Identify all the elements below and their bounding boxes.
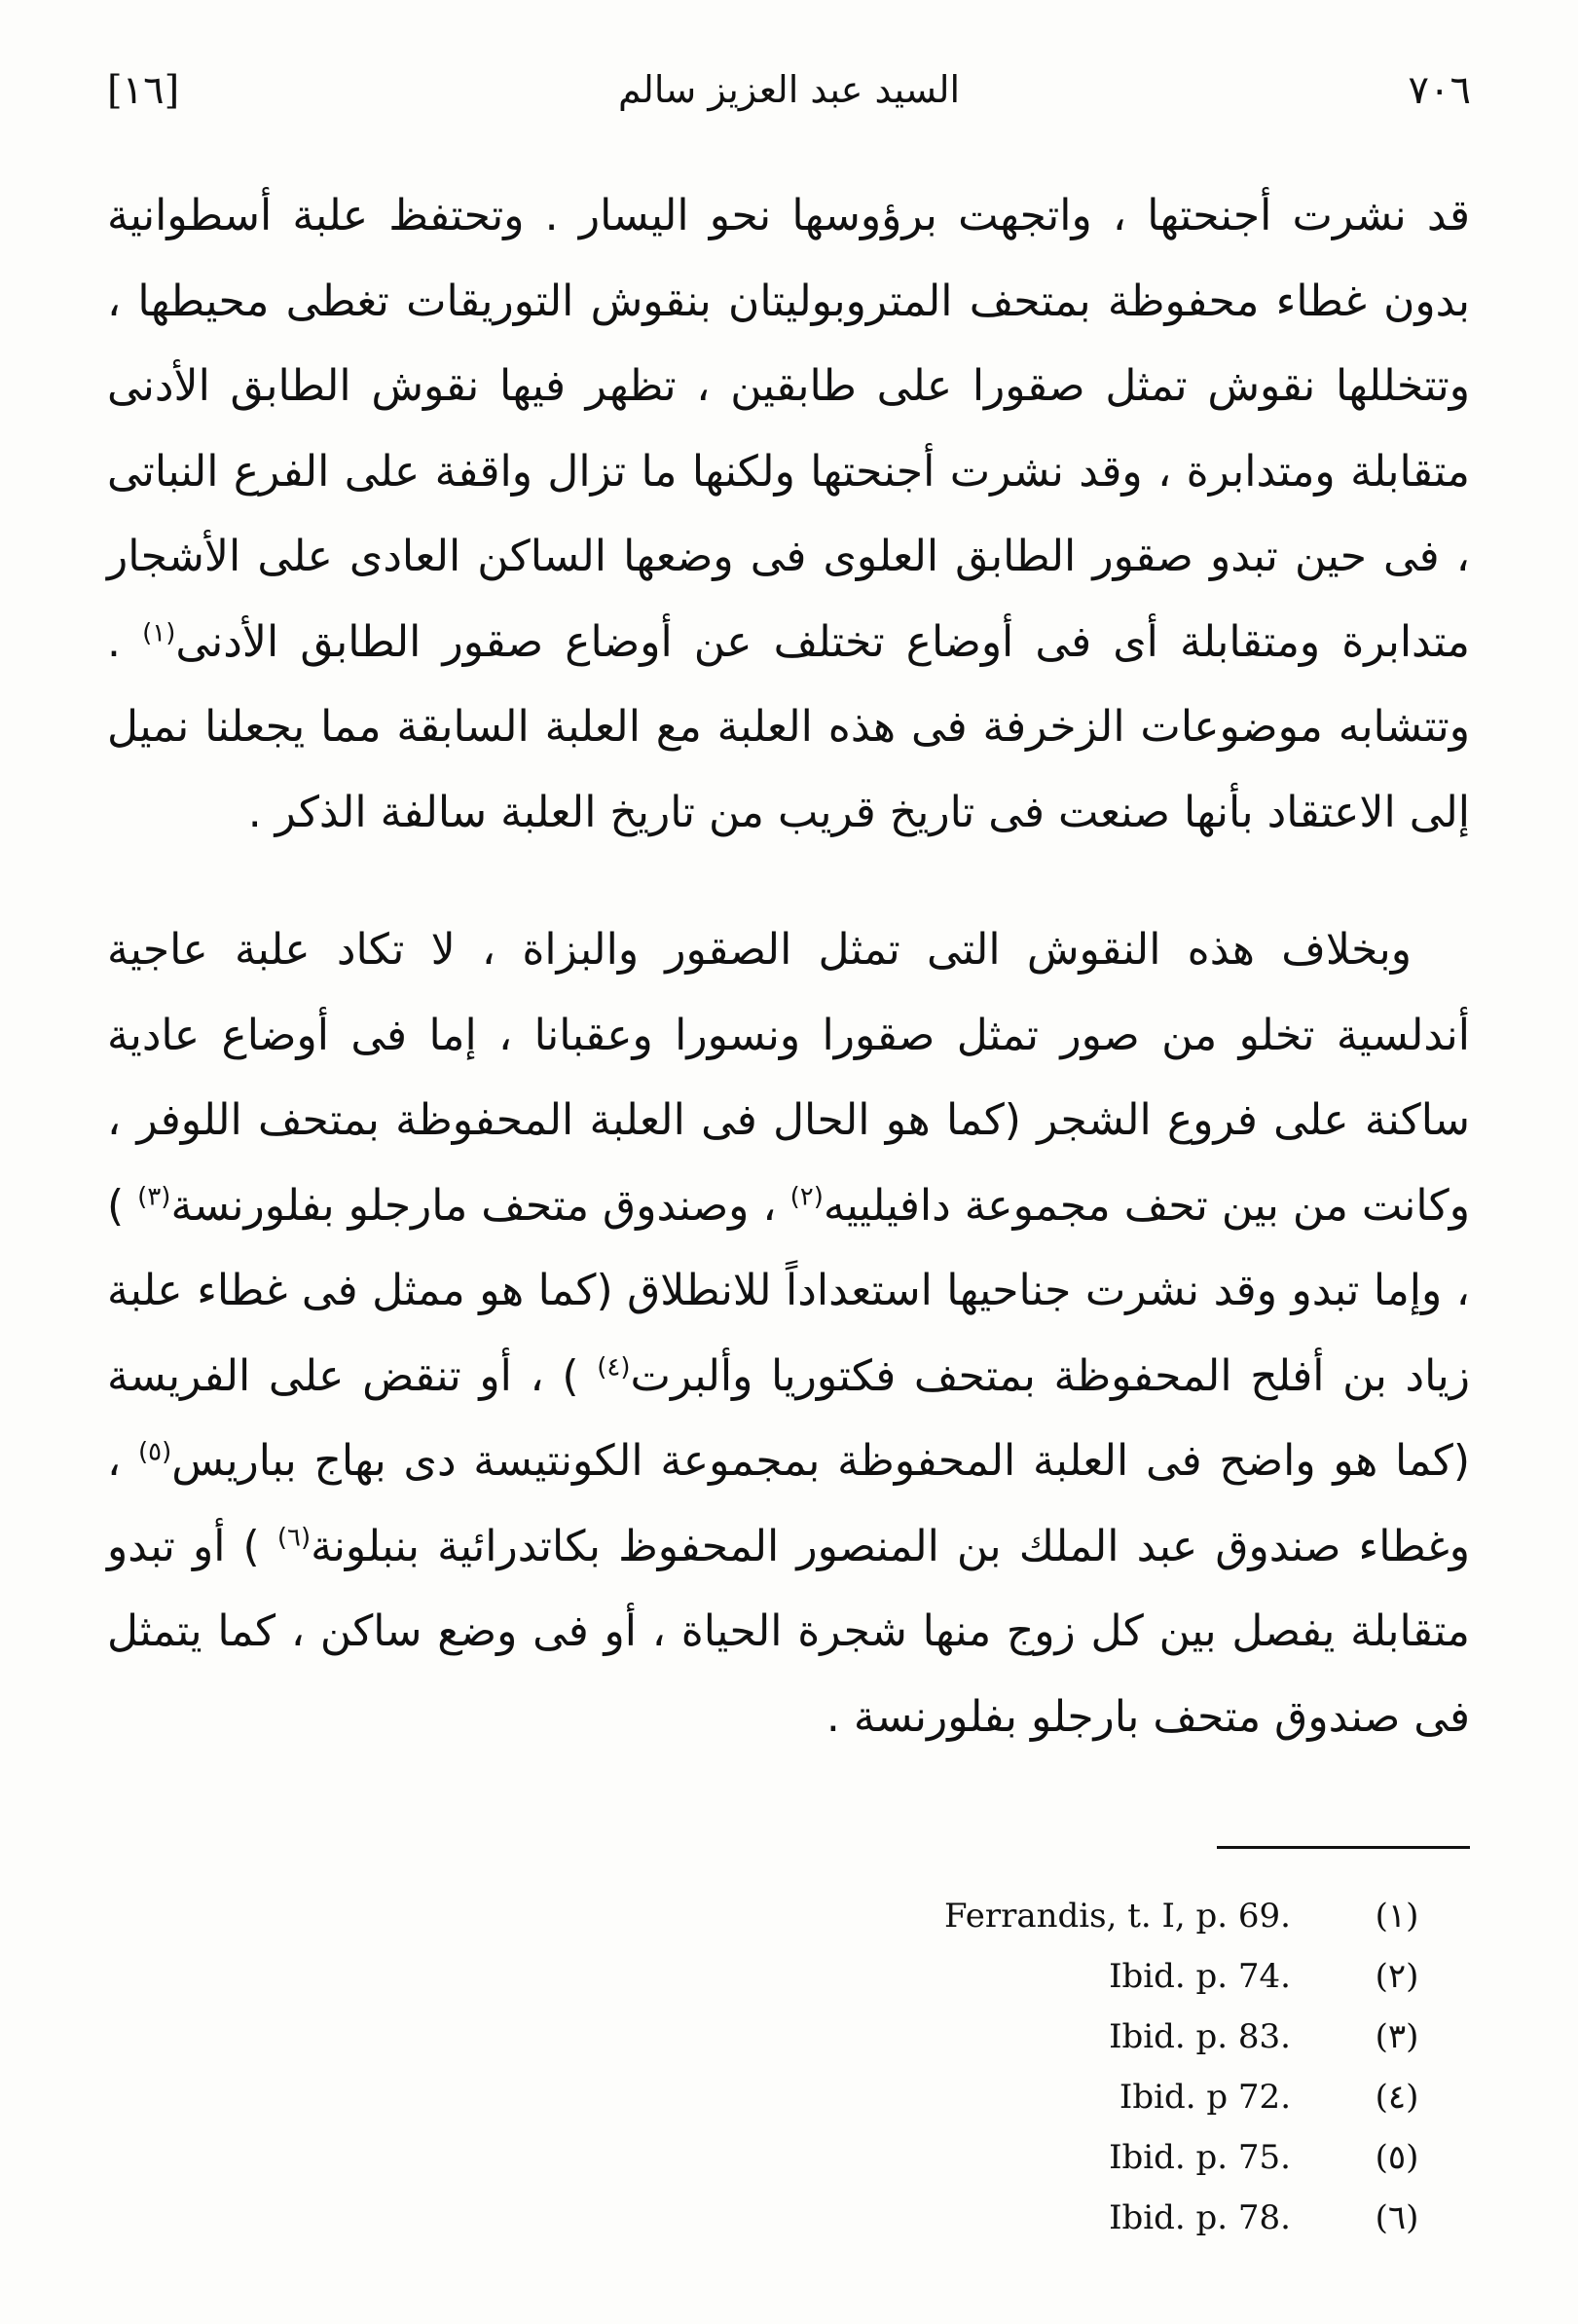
- footnote-ref-1: (١): [142, 617, 176, 647]
- paragraph-1-text-a: قد نشرت أجنحتها ، واتجهت برؤوسها نحو اليسار . وتحتفظ علبة أسطوانية بدون غطاء محفوظة بمتحف المتروبوليتان بنقوش التوريقات تغطى محيطها ، وتتخللها نقوش تمثل صقورا على طابقين ، تظهر فيها نقوش الطابق الأدنى متقابلة ومتدابرة ، وقد نشرت أجنحتها ولكنها ما تزال واقفة على الفرع النباتى ، فى حين تبدو صقور الطابق العلوى فى وضعها الساكن العادى على الأشجار متدابرة ومتقابلة أى فى أوضاع تختلف عن أوضاع صقور الطابق الأدنى: [107, 191, 1470, 667]
- footnote-5-num: (٥): [1375, 2138, 1419, 2177]
- footnote-3: [0, 2017, 1578, 2076]
- footnote-1: [0, 1897, 1578, 1955]
- footnote-4-ref: Ibid. p 72.: [1119, 2078, 1291, 2117]
- footnote-5: [0, 2138, 1578, 2196]
- paragraph-1-text-b: . وتتشابه موضوعات الزخرفة فى هذه العلبة مع العلبة السابقة مما يجعلنا نميل إلى الاعتقاد بأنها صنعت فى تاريخ قريب من تاريخ العلبة سالفة الذكر .: [107, 616, 1470, 837]
- paragraph-2-text-b: ، وصندوق متحف مارجلو بفلورنسة: [170, 1180, 790, 1231]
- footnote-6-ref: Ibid. p. 78.: [1109, 2198, 1291, 2237]
- footnote-ref-5: (٥): [137, 1437, 172, 1467]
- footnote-6: [0, 2198, 1578, 2257]
- footnote-2-ref: Ibid. p. 74.: [1109, 1957, 1291, 1996]
- paragraph-2-text-d: ) ، أو تنقض على الفريسة (كما هو واضح فى العلبة المحفوظة بمجموعة الكونتيسة دى بهاج بباريس: [107, 1350, 1470, 1486]
- section-number: [١٦]: [107, 68, 180, 113]
- footnote-1-ref: Ferrandis, t. I, p. 69.: [943, 1897, 1291, 1936]
- paragraph-2-text-a: وبخلاف هذه النقوش التى تمثل الصقور والبزاة ، لا تكاد علبة عاجية أندلسية تخلو من صور تمثل صقورا ونسورا وعقبانا ، إما فى أوضاع عادية ساكنة على فروع الشجر (كما هو الحال فى العلبة المحفوظة بمتحف اللوفر ، وكانت من بين تحف مجموعة دافيلييه: [107, 925, 1470, 1231]
- footnote-4: [0, 2078, 1578, 2136]
- footnote-ref-3: (٣): [137, 1181, 171, 1211]
- footnote-3-ref: Ibid. p. 83.: [1109, 2017, 1291, 2056]
- footnote-divider: [1217, 1846, 1470, 1849]
- running-header: [107, 68, 1471, 146]
- footnote-4-num: (٤): [1375, 2078, 1419, 2117]
- footnote-3-num: (٣): [1375, 2017, 1419, 2056]
- footnote-5-ref: Ibid. p. 75.: [1109, 2138, 1291, 2177]
- paragraph-1: [107, 173, 1470, 855]
- footnote-2: [0, 1957, 1578, 2015]
- footnote-ref-6: (٦): [276, 1522, 312, 1552]
- paragraph-2: [107, 907, 1470, 1759]
- footnote-ref-4: (٤): [597, 1351, 631, 1382]
- footnote-1-num: (١): [1375, 1897, 1419, 1936]
- paragraph-2-text-c: ) ، وإما تبدو وقد نشرت جناحيها استعداداً للانطلاق (كما هو ممثل فى غطاء علبة زياد بن أفلح المحفوظة بمتحف فكتوريا وألبرت: [107, 1180, 1470, 1401]
- footnote-ref-2: (٢): [789, 1181, 824, 1211]
- paragraph-2-text-f: ) أو تبدو متقابلة يفصل بين كل زوج منها شجرة الحياة ، أو فى وضع ساكن ، كما يتمثل فى صندوق متحف بارجلو بفلورنسة .: [107, 1521, 1470, 1742]
- paragraph-2-text-e: ، وغطاء صندوق عبد الملك بن المنصور المحفوظ بكاتدرائية بنبلونة: [107, 1436, 1470, 1571]
- running-author: السيد عبد العزيز سالم: [617, 68, 961, 111]
- footnote-6-num: (٦): [1375, 2198, 1419, 2237]
- footnote-2-num: (٢): [1375, 1957, 1419, 1996]
- page-number: ٧٠٦: [1408, 68, 1471, 113]
